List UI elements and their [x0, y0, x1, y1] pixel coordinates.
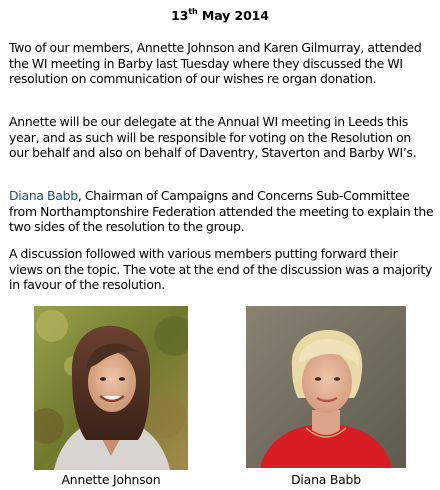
paragraph-3 — [9, 188, 434, 235]
diana-portrait-image — [246, 306, 406, 468]
caption-diana-babb: Diana Babb — [291, 472, 361, 487]
paragraph-2: Annette will be our delegate at the Annual WI meeting in Leeds this year, and as such will be responsible for voting on the Resolution on our behalf and also on behalf of Daventry, Staverton and Barby WI’s. — [9, 114, 417, 161]
paragraph-1: Two of our members, Annette Johnson and Karen Gilmurray, attended the WI meeting in Barby last Tuesday where they discussed the WI resolution on communication of our wishes re organ donation. — [9, 40, 422, 87]
caption-annette-johnson: Annette Johnson — [61, 472, 161, 487]
paragraph-3-lead-name: Diana Babb — [9, 188, 78, 203]
annette-portrait-image — [34, 306, 188, 470]
paragraph-3-text: , Chairman of Campaigns and Concerns Sub-Committee from Northamptonshire Federation attended the meeting to explain the two sides of the resolution to the group. — [9, 188, 434, 235]
photo-annette-johnson — [34, 306, 188, 470]
photo-diana-babb — [246, 306, 406, 468]
date-ordinal: th — [188, 6, 198, 16]
article-date — [0, 8, 440, 24]
date-month-year: May 2014 — [197, 8, 269, 23]
date-day: 13 — [171, 8, 189, 23]
paragraph-4: A discussion followed with various members putting forward their views on the topic. The vote at the end of the discussion was a majority in favour of the resolution. — [9, 246, 433, 293]
